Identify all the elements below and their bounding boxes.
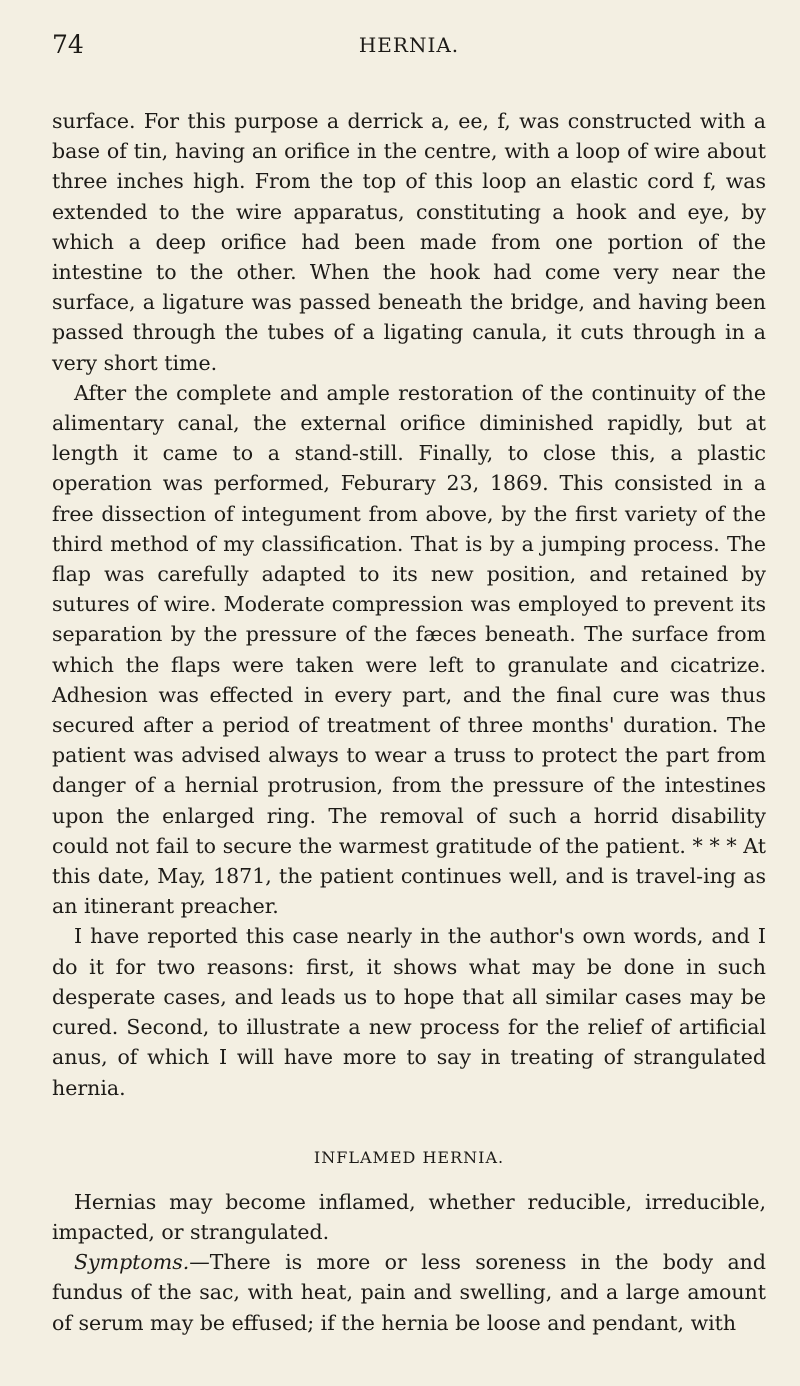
paragraph-text: After the complete and ample restoration of the continuity of the alimentary canal, the external orifice diminished rapidly, but at length it came to a stand-still. Finally, to close this, a plastic operation was performed, Feburary 23, 1869. This consisted in a free dissection of integument from above, by the first variety of the third method of my classification. That is by a jumping process. The flap was carefully adapted to its new position, and retained by sutures of wire. Moderate compression was employed to prevent its separation by the pressure of the fæces beneath. The surface from which the flaps were taken were left to granulate and cicatrize. Adhesion was effected in every part, and the final cure was thus secured after a period of treatment of three months' duration. The patient was advised always to wear a truss to protect the part from danger of a hernial protrusion, from the pressure of the intestines upon the enlarged ring. The removal of such a horrid disability could not fail to secure the warmest gratitude of the patient. * * * At this date, May, 1871, the patient continues well, and is travel-ing as an itinerant preacher. [52,380,766,919]
body-paragraph [52,1247,766,1338]
body-paragraph [52,106,766,378]
section-heading: INFLAMED HERNIA. [313,1147,505,1167]
paragraph-text: Hernias may become inflamed, whether reducible, irreducible, impacted, or strangulated. [52,1189,766,1244]
running-head [52,30,766,66]
body-paragraph [52,1187,766,1247]
body-paragraph [52,921,766,1102]
paragraph-text: —There is more or less soreness in the body and fundus of the sac, with heat, pain and swelling, and a large amount of serum may be effused; if the hernia be loose and pendant, with [52,1250,766,1335]
paragraph-text: I have reported this case nearly in the author's own words, and I do it for two reasons: first, it shows what may be done in such desperate cases, and leads us to hope that all similar cases may be cured. Second, to illustrate a new process for the relief of artificial anus, of which I will have more to say in treating of strangulated hernia. [52,924,766,1100]
running-title: HERNIA. [358,33,460,57]
paragraph-lead: Symptoms. [74,1250,190,1275]
body-paragraph [52,378,766,922]
paragraph-text: surface. For this purpose a derrick a, ee, f, was constructed with a base of tin, having an orifice in the centre, with a loop of wire about three inches high. From the top of this loop an elastic cord f, was extended to the wire apparatus, constituting a hook and eye, by which a deep orifice had been made from one portion of the intestine to the other. When the hook had come very near the surface, a ligature was passed beneath the bridge, and having been passed through the tubes of a ligating canula, it cuts through in a very short time. [52,109,766,375]
page-number: 74 [52,30,84,59]
